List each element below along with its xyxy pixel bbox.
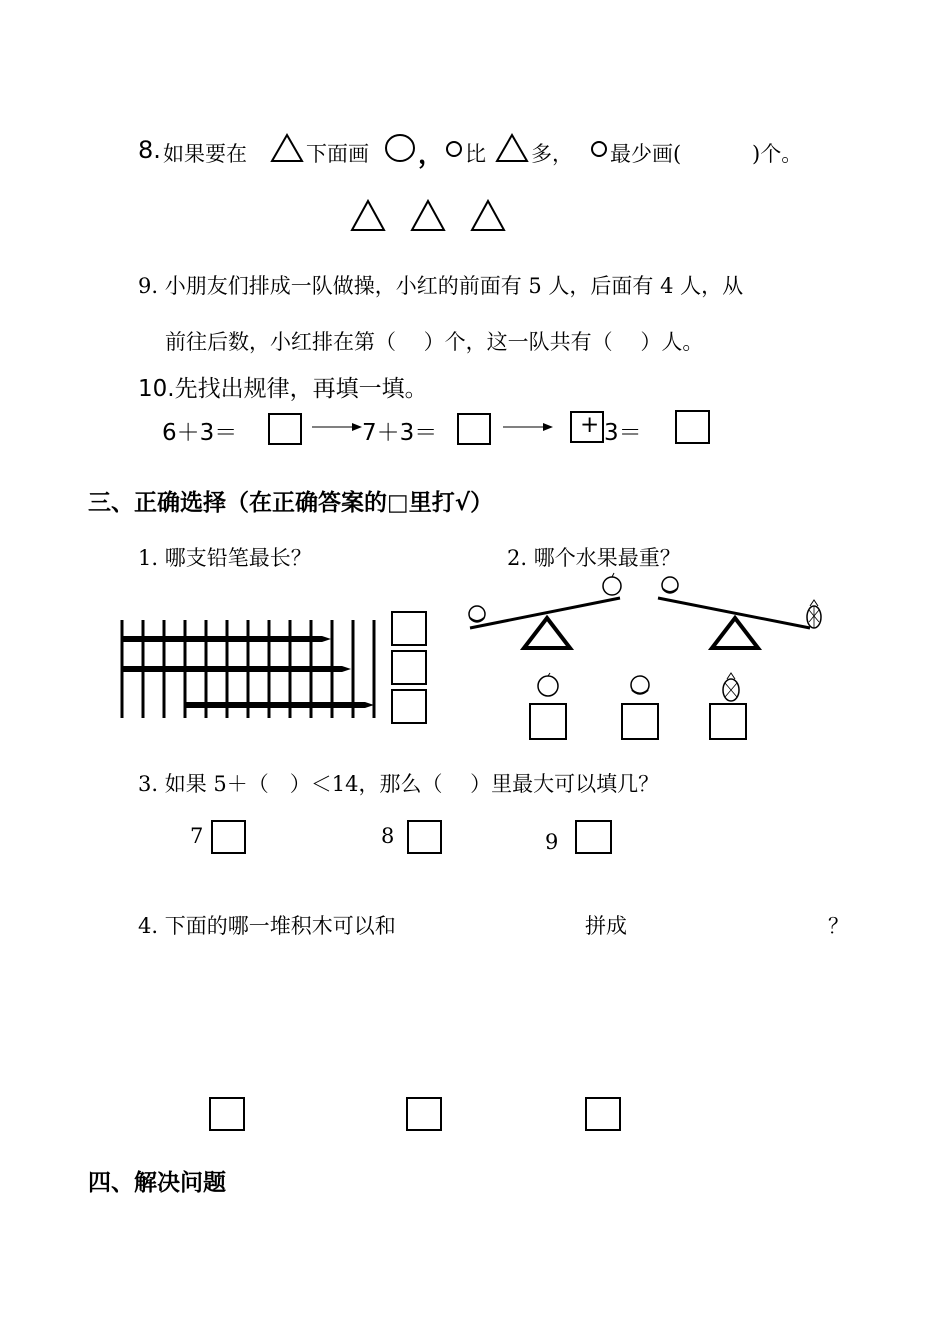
s3-q4-box-a[interactable] <box>209 1097 245 1131</box>
balance-left <box>469 573 621 648</box>
pencil-3 <box>185 702 374 708</box>
balance-scales-figure <box>460 570 830 655</box>
fruit-choice-box-mangosteen[interactable] <box>621 703 659 740</box>
s3-q4-text-c: ？ <box>828 914 849 938</box>
small-circle-icon <box>446 141 462 157</box>
pencil-choice-box-1[interactable] <box>391 611 427 646</box>
triangle-icon <box>495 133 529 163</box>
fruit-choice-box-orange[interactable] <box>529 703 567 740</box>
q10-answer-box-1[interactable] <box>268 413 302 445</box>
q8-text-3: 比 <box>465 142 486 166</box>
pencil-1 <box>122 636 331 642</box>
pineapple-icon <box>807 600 821 628</box>
q10-expr-2: 7＋3＝ <box>362 420 438 446</box>
mangosteen-icon <box>627 674 653 698</box>
q10-answer-box-2[interactable] <box>457 413 491 445</box>
arrow-icon <box>312 420 362 434</box>
s3-q3-box-b[interactable] <box>407 820 442 854</box>
q8-number: 8. <box>138 136 161 164</box>
q8-text-4: 多， <box>531 142 573 166</box>
s3-q3-box-c[interactable] <box>575 820 612 854</box>
pencil-choice-box-3[interactable] <box>391 689 427 724</box>
section3-heading: 三、正确选择（在正确答案的□里打√） <box>88 490 494 516</box>
q8-text-6: )个。 <box>752 142 803 166</box>
orange-icon <box>603 573 621 595</box>
q9-line2: 前往后数，小红排在第（ ）个，这一队共有（ ）人。 <box>165 330 704 354</box>
q8-text-2: 下面画 <box>306 142 369 166</box>
arrow-icon <box>503 420 553 434</box>
s3-q4-text-b: 拼成 <box>585 914 627 938</box>
q10-answer-box-4[interactable] <box>675 410 710 444</box>
q10-expr-1: 6＋3＝ <box>162 420 238 446</box>
orange-icon <box>535 673 561 697</box>
section4-heading: 四、解决问题 <box>88 1170 226 1196</box>
triangle-row <box>348 198 508 234</box>
circle-icon <box>384 133 416 163</box>
pencil-choice-box-2[interactable] <box>391 650 427 685</box>
fruit-choice-box-pineapple[interactable] <box>709 703 747 740</box>
triangle-icon <box>472 201 504 230</box>
s3-q3-option-b: 8 <box>381 824 395 848</box>
s3-q2-text: 2. 哪个水果最重？ <box>507 546 681 570</box>
s3-q4-text-a: 4. 下面的哪一堆积木可以和 <box>138 914 396 938</box>
q8-comma: ， <box>418 140 445 170</box>
s3-q4-box-c[interactable] <box>585 1097 621 1131</box>
s3-q3-text: 3. 如果 5＋（ ）＜14，那么（ ）里最大可以填几？ <box>138 772 660 796</box>
s3-q3-box-a[interactable] <box>211 820 246 854</box>
q10-expr-3: 3＝ <box>604 420 642 446</box>
triangle-icon <box>352 201 384 230</box>
triangle-icon <box>412 201 444 230</box>
q8-text-5: 最少画( <box>610 142 682 166</box>
s3-q4-box-b[interactable] <box>406 1097 442 1131</box>
mangosteen-icon <box>662 577 678 593</box>
mangosteen-icon <box>469 606 485 622</box>
q10-title: 10.先找出规律，再填一填。 <box>138 376 428 402</box>
q8-text-1: 如果要在 <box>163 142 247 166</box>
s3-q3-option-c: 9 <box>545 830 559 854</box>
q10-plus: + <box>580 412 600 438</box>
pencils-figure <box>115 610 385 722</box>
s3-q3-option-a: 7 <box>190 824 204 848</box>
q9-line1: 9. 小朋友们排成一队做操，小红的前面有 5 人，后面有 4 人，从 <box>138 274 744 298</box>
balance-right <box>658 577 821 648</box>
s3-q1-text: 1. 哪支铅笔最长？ <box>138 546 312 570</box>
pencil-2 <box>122 666 351 672</box>
triangle-icon <box>270 133 304 163</box>
small-circle-icon <box>591 141 607 157</box>
pineapple-icon <box>719 672 743 702</box>
